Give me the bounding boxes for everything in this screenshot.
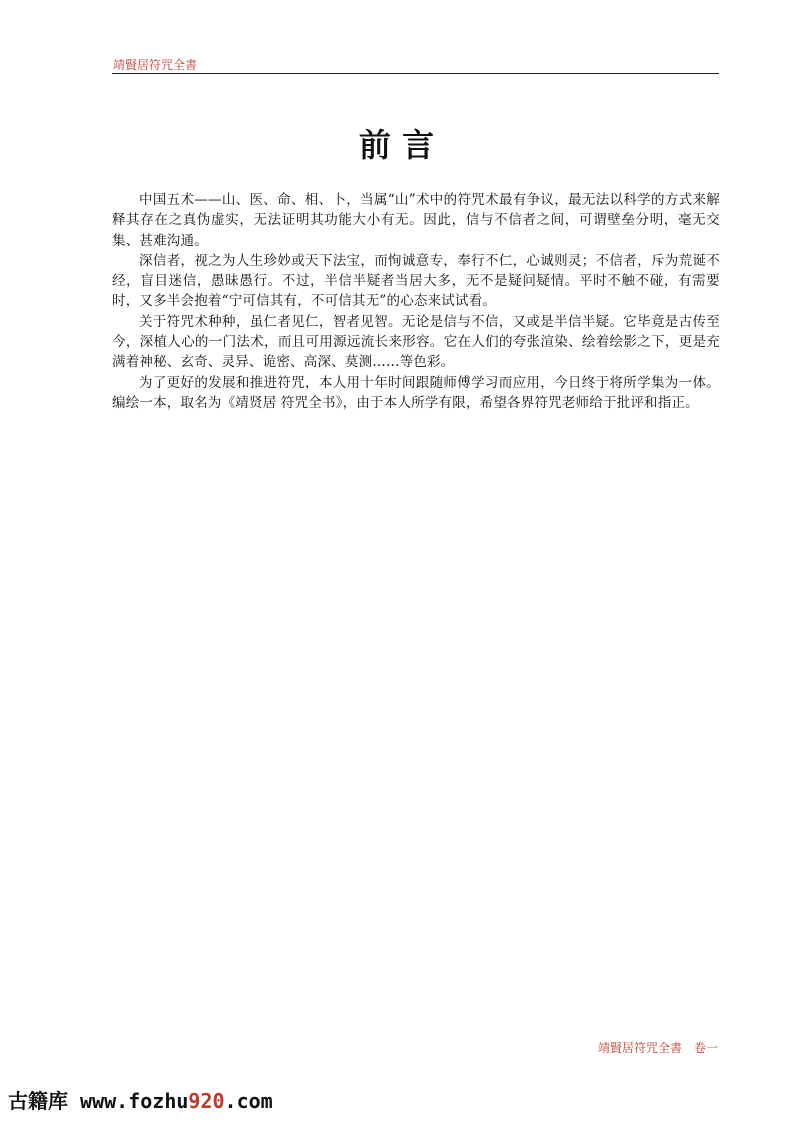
watermark-number: 920 bbox=[188, 1089, 225, 1113]
paragraph-2: 深信者，视之为人生珍妙或天下法宝，而恂诚意专，奉行不仁，心诚则灵；不信者，斥为荒诞不经，盲目迷信，愚昧愚行。不过，半信半疑者当居大多，无不是疑问疑情。平时不触不碰，有需要时，又多半会抱着“宁可信其有，不可信其无”的心态来试试看。 bbox=[112, 252, 720, 310]
site-watermark bbox=[8, 1088, 273, 1114]
running-header: 靖賢居符咒全書 bbox=[113, 58, 198, 72]
running-footer: 靖賢居符咒全書 卷一 bbox=[597, 1041, 718, 1055]
header-divider bbox=[112, 73, 719, 74]
paragraph-1: 中国五术——山、医、命、相、卜，当属“山”术中的符咒术最有争议，最无法以科学的方式来解释其存在之真伪虚实，无法证明其功能大小有无。因此，信与不信者之间，可谓壁垒分明，毫无交集、甚难沟通。 bbox=[112, 192, 720, 249]
preface-body bbox=[112, 190, 720, 413]
watermark-suffix: .com bbox=[224, 1089, 273, 1113]
watermark-prefix: 古籍库 www.fozhu bbox=[8, 1089, 189, 1113]
page-title: 前 言 bbox=[358, 126, 435, 164]
paragraph-4: 为了更好的发展和推进符咒，本人用十年时间跟随师傅学习而应用，今日终于将所学集为一体。编绘一本，取名为《靖贤居 符咒全书》，由于本人所学有限，希望各界符咒老师给于批评和指正。 bbox=[112, 374, 720, 411]
paragraph-3: 关于符咒术种种，虽仁者见仁，智者见智。无论是信与不信，又或是半信半疑。它毕竟是古传至今，深植人心的一门法术，而且可用源远流长来形容。它在人们的夸张渲染、绘着绘影之下，更是充满着神秘、玄奇、灵异、诡密、高深、莫测……等色彩。 bbox=[112, 313, 720, 371]
